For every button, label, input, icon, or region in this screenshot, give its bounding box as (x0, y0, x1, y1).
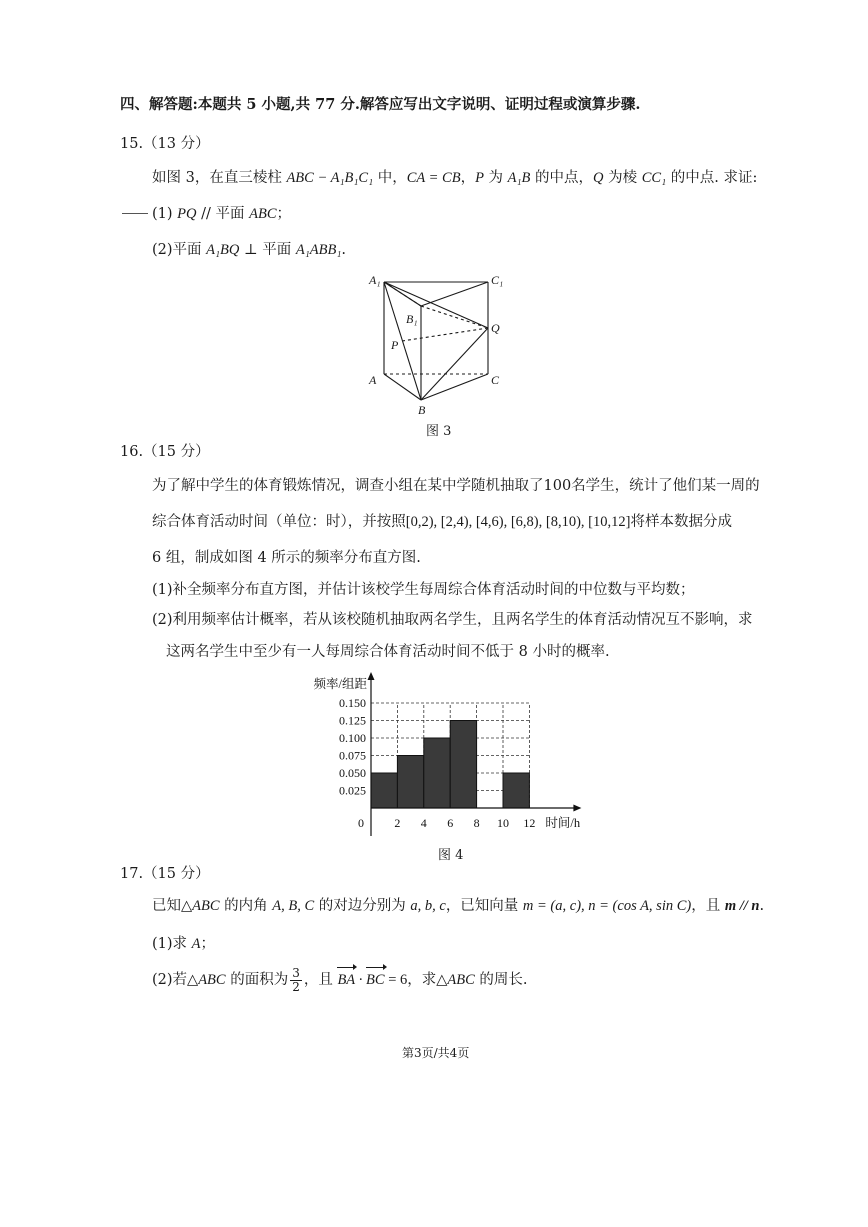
q15-point-q: Q (593, 170, 604, 186)
q15-equality: CA = CB (406, 170, 461, 186)
q15-number: 15.（13 分） (120, 136, 210, 152)
q17-vector-ba: BA (337, 966, 355, 994)
q15-stem-text: 的中点， (530, 170, 594, 186)
q16-line2 (152, 512, 732, 532)
edge-ab (384, 374, 421, 400)
q17-part2-text: ，求 (407, 972, 437, 988)
label-c1: C₁ (491, 273, 504, 287)
q17-sides: a, b, c (410, 898, 446, 914)
q17-stem-text: 已知 (152, 898, 181, 914)
q15-stem-text: 为 (483, 170, 508, 186)
x-tick-label: 10 (497, 816, 509, 830)
q15-part1-text: ； (276, 206, 291, 222)
q16-line3: 6 组，制成如图 4 所示的频率分布直方图. (152, 550, 421, 566)
q15-prism: ABC − A₁B₁C₁ (286, 170, 374, 186)
q15-segment-a1b: A₁B (507, 170, 531, 186)
q17-stem-text: 的内角 (219, 898, 273, 914)
fraction-denominator: 2 (292, 979, 300, 994)
q17-stem-text: ，且 (691, 898, 725, 914)
q17-dot: · (355, 972, 367, 988)
histogram-bar (450, 721, 476, 809)
figure-3-caption: 图 3 (426, 424, 452, 439)
q17-part2-text: ，且 (303, 972, 338, 988)
q17-part1-text: (1)求 (152, 936, 192, 952)
q17-area-fraction (290, 967, 302, 994)
edge-bc (421, 374, 488, 400)
label-p: P (391, 338, 399, 352)
fraction-numerator: 3 (292, 965, 300, 980)
q15-stem-text: ， (460, 170, 476, 186)
q16-part2-line2: 这两名学生中至少有一人每周综合体育活动时间不低于 8 小时的概率. (166, 644, 610, 660)
q17-stem (152, 896, 764, 916)
label-b: B (418, 403, 426, 417)
q17-stem-text: 的对边分别为 (314, 898, 411, 914)
label-a: A (369, 373, 377, 387)
y-tick-label: 0.075 (339, 748, 366, 763)
histogram-bar (503, 773, 529, 808)
q15-part2-text: . (341, 242, 346, 258)
y-tick-label: 0.050 (339, 766, 366, 780)
figure-4-caption: 图 4 (438, 848, 464, 863)
q16-line2-text: 综合体育活动时间（单位：时），并按照 (152, 514, 406, 530)
q15-stem-text: 为棱 (603, 170, 642, 186)
x-axis-title: 时间/h (545, 816, 581, 830)
q17-triangle: △ABC (187, 972, 226, 988)
section-header: 四、解答题:本题共 5 小题,共 77 分.解答应写出文字说明、证明过程或演算步骤. (120, 96, 641, 113)
q16-line2-text: 将样本数据分成 (630, 514, 732, 530)
q17-equals: = 6 (384, 972, 408, 988)
q17-part1 (152, 934, 215, 954)
q15-plane-a1abb1: A₁ABB₁ (295, 242, 342, 258)
q15-part1-text: (1) (152, 206, 178, 222)
stray-mark (122, 213, 148, 214)
q15-plane-a1bq: A₁BQ (206, 242, 240, 258)
q15-part1-text: // 平面 (196, 206, 250, 222)
q17-triangle: △ABC (436, 972, 475, 988)
q15-stem (152, 168, 757, 188)
q15-edge-cc1: CC₁ (641, 170, 667, 186)
edge-b1q-hidden (421, 306, 488, 328)
q17-part2-text: 的面积为 (225, 972, 289, 988)
histogram-bar (397, 756, 423, 809)
label-b1: B₁ (406, 312, 418, 326)
q17-part2 (152, 966, 528, 994)
y-tick-label: 0.025 (339, 783, 366, 798)
q16-part1: (1)补全频率分布直方图，并估计该校学生每周综合体育活动时间的中位数与平均数； (152, 582, 695, 598)
y-axis-arrow (368, 672, 375, 680)
x-tick-label: 4 (420, 816, 427, 830)
q16-line1: 为了解中学生的体育锻炼情况，调查小组在某中学随机抽取了100名学生，统计了他们某一周的 (152, 478, 760, 494)
q15-part2-text: (2)平面 (152, 242, 207, 258)
q15-part2 (152, 240, 346, 260)
y-axis-title: 频率/组距 (313, 677, 367, 691)
histogram-bar (424, 738, 450, 808)
edge-a1q (384, 282, 488, 328)
label-c: C (491, 373, 500, 387)
q17-number: 17.（15 分） (120, 866, 210, 882)
q15-plane-abc: ABC (249, 206, 277, 222)
figure-4-histogram (300, 670, 600, 840)
q17-stem-text: ，已知向量 (445, 898, 523, 914)
y-tick-label: 0.150 (339, 696, 366, 710)
q17-vector-bc: BC (366, 966, 385, 994)
q17-angle-a: A (191, 936, 201, 952)
q15-stem-text: 中， (373, 170, 407, 186)
q17-angles: A, B, C (272, 898, 315, 914)
q15-stem-text: 的中点. 求证: (666, 170, 758, 186)
q15-part1 (152, 204, 291, 224)
edge-pq-hidden (402, 328, 488, 341)
q16-number: 16.（15 分） (120, 444, 210, 460)
q15-stem-text: 如图 3，在直三棱柱 (152, 170, 287, 186)
figure-3-prism (355, 268, 525, 418)
x-tick-label: 8 (473, 816, 480, 830)
label-a1: A₁ (369, 273, 381, 287)
x-tick-label: 6 (447, 816, 454, 830)
x-axis-arrow (573, 805, 581, 812)
histogram-bar (371, 773, 397, 808)
q17-part1-text: ； (200, 936, 216, 952)
q16-part2-line1: (2)利用频率估计概率，若从该校随机抽取两名学生，且两名学生的体育活动情况互不影响，求 (152, 612, 753, 628)
q16-intervals: [0,2), [2,4), [4,6), [6,8), [8,10), [10,12] (405, 514, 631, 530)
q17-part2-text: 的周长. (474, 972, 528, 988)
q17-parallel: m // n (724, 898, 760, 914)
page-footer: 第3页/共4页 (402, 1046, 470, 1060)
y-tick-label: 0.125 (339, 713, 366, 728)
label-q: Q (491, 321, 500, 335)
q15-segment-pq: PQ (177, 206, 197, 222)
q17-vectors: m = (a, c), n = (cos A, sin C) (522, 898, 692, 914)
q15-point-p: P (475, 170, 484, 186)
q15-part2-text: ⊥ 平面 (239, 242, 296, 258)
x-tick-label: 2 (394, 816, 401, 830)
q17-part2-text: (2)若 (152, 972, 188, 988)
q17-stem-text: . (759, 898, 765, 914)
origin-label: 0 (358, 816, 364, 830)
x-tick-label: 12 (523, 816, 536, 830)
edge-bq (421, 328, 488, 400)
y-tick-label: 0.100 (339, 731, 366, 745)
q17-triangle: △ABC (181, 898, 220, 914)
